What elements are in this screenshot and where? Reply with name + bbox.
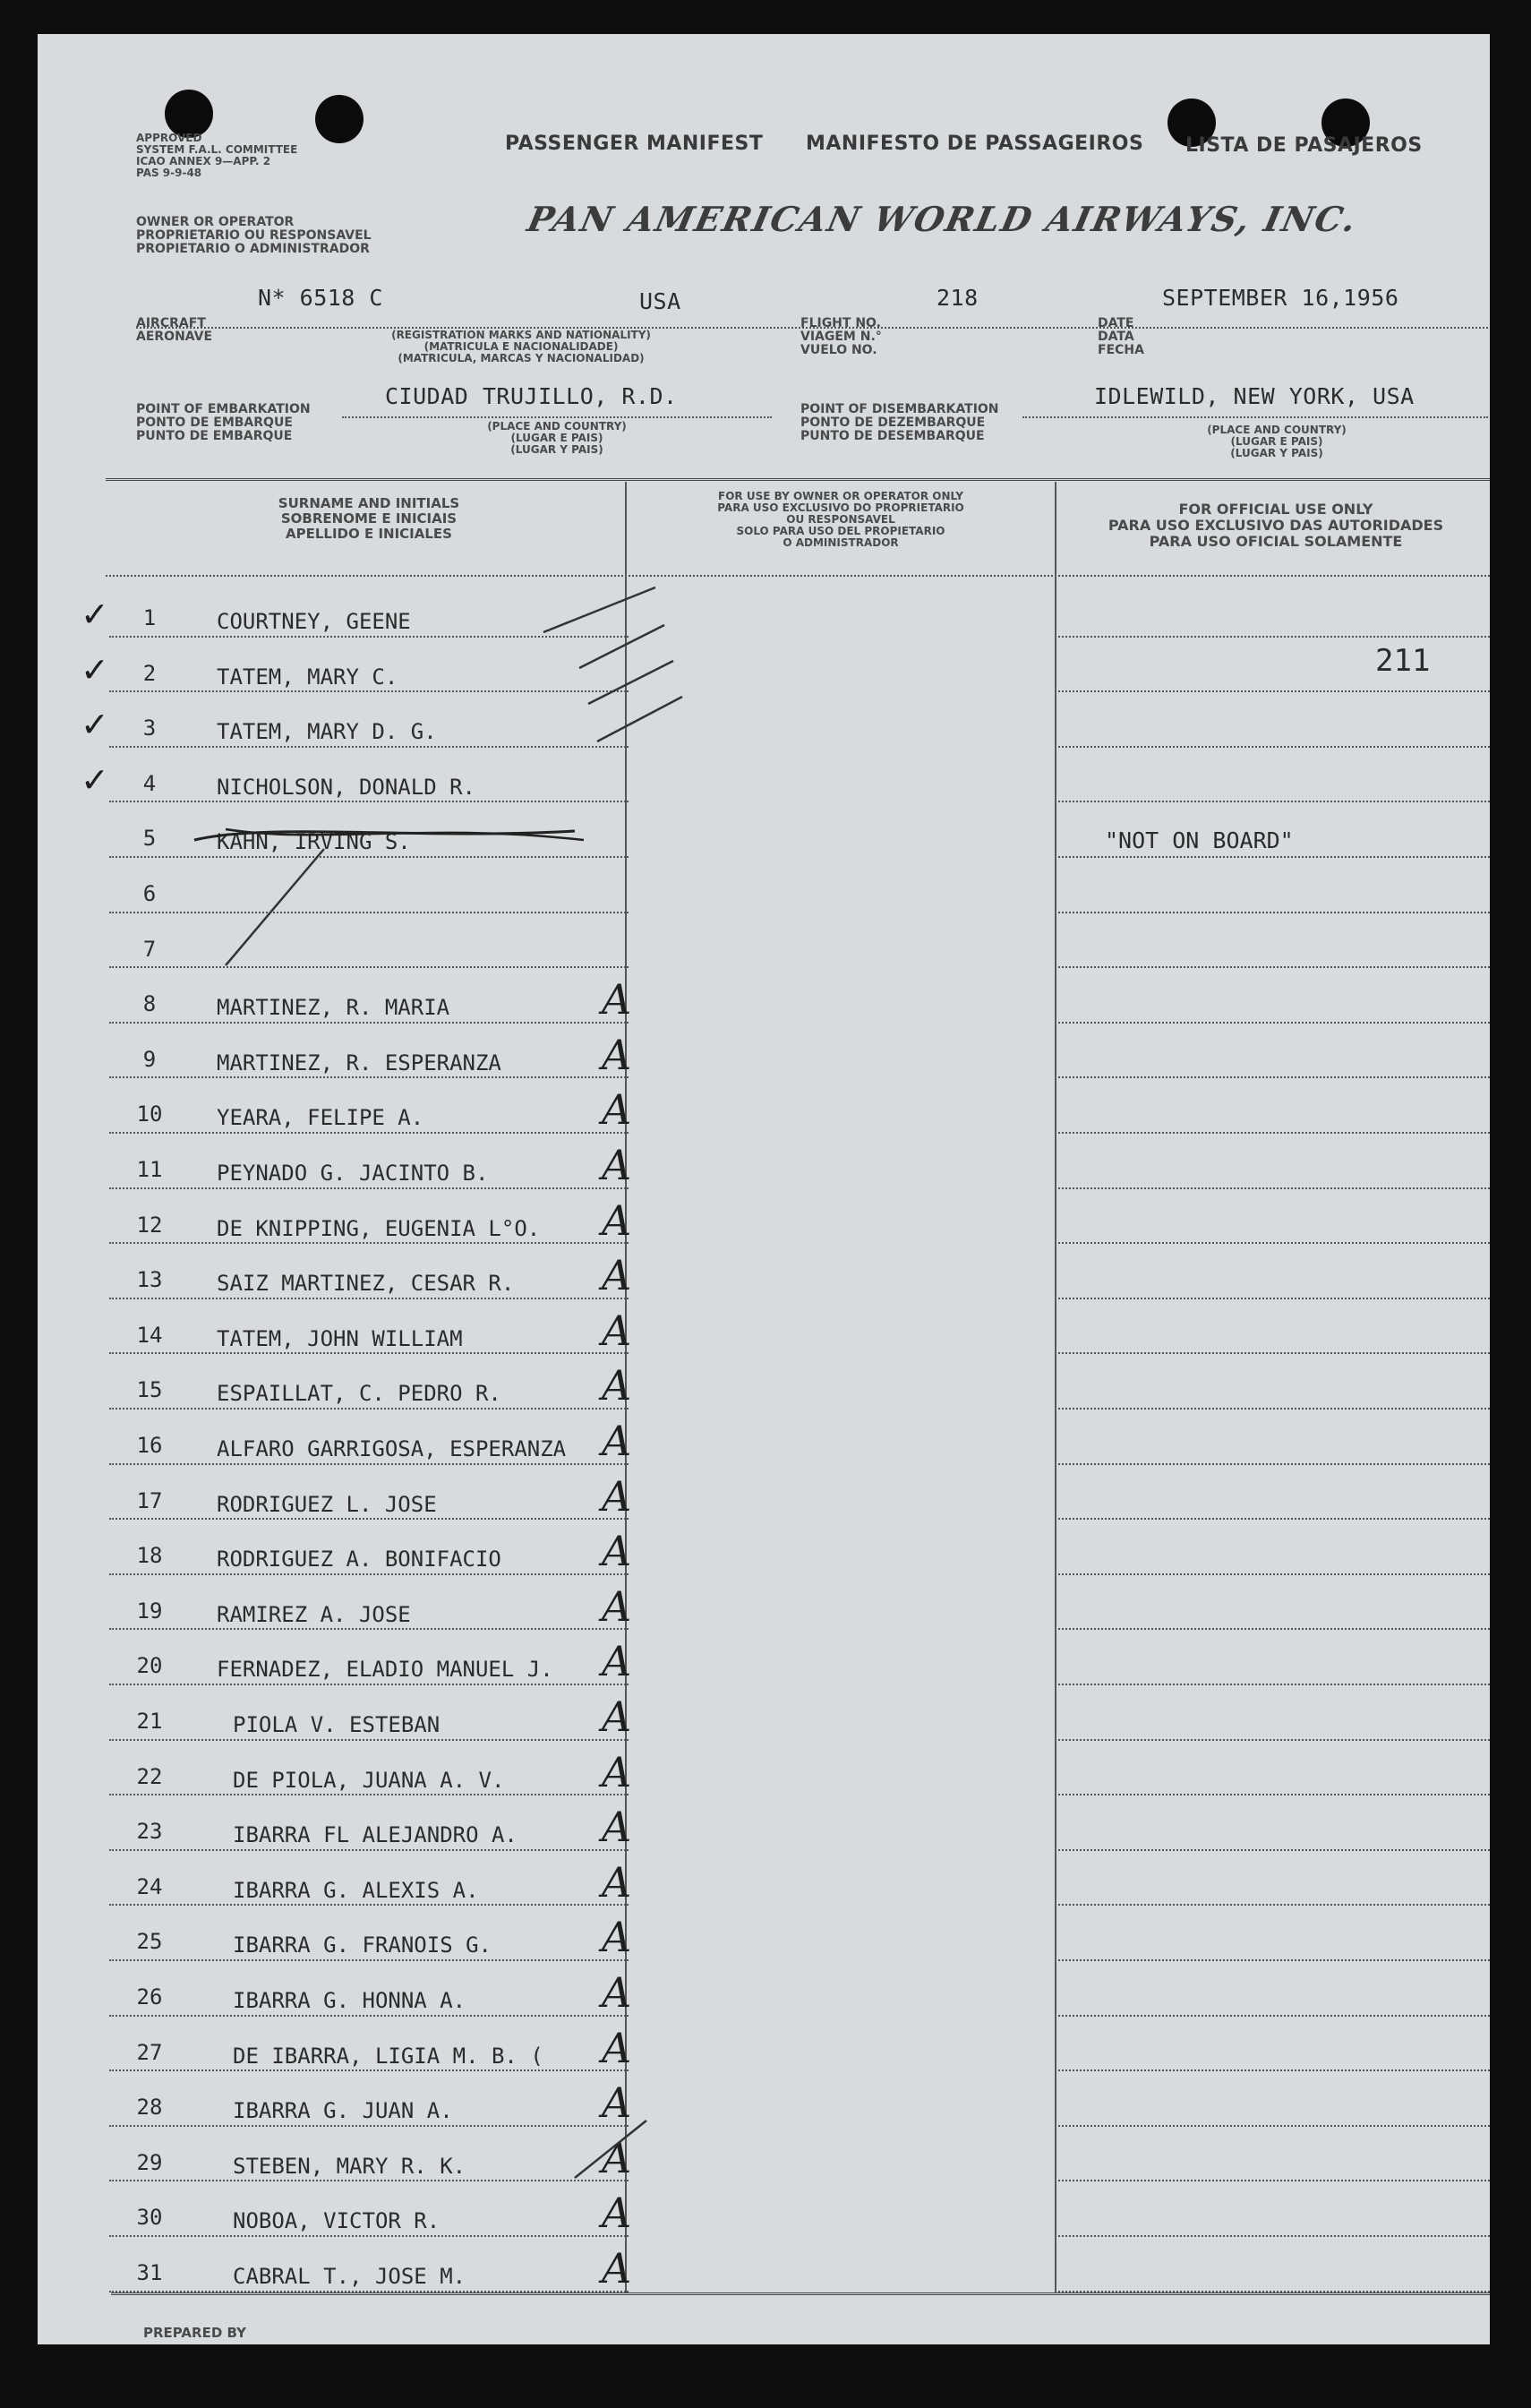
passenger-name: DE IBARRA, LIGIA M. B. ( [233, 2043, 543, 2069]
approval-mark: A [602, 1637, 632, 1686]
stroke [226, 849, 324, 965]
row-number: 1 [142, 605, 157, 630]
row-number: 2 [142, 660, 157, 686]
passenger-name: FERNADEZ, ELADIO MANUEL J. [217, 1657, 553, 1683]
stroke [588, 661, 673, 704]
aircraft-value: N* 6518 C [258, 285, 383, 311]
passenger-name: NICHOLSON, DONALD R. [217, 774, 475, 800]
passenger-name: NOBOA, VICTOR R. [233, 2208, 440, 2234]
row-number: 19 [136, 1598, 163, 1624]
approval-mark: A [602, 1141, 632, 1189]
passenger-name: COURTNEY, GEENE [217, 609, 411, 634]
name-column-header: SURNAME AND INITIALS SOBRENOME E INICIAIS APELLIDO E INICIALES [278, 495, 460, 542]
registration-label: (REGISTRATION MARKS AND NATIONALITY) (MATRICULA E NACIONALIDADE) (MATRICULA, MARCAS Y NACIONALIDAD) [391, 329, 651, 364]
approval-mark: A [602, 1692, 632, 1741]
passenger-name: CABRAL T., JOSE M. [233, 2264, 466, 2289]
checkmark-icon: ✓ [81, 649, 109, 690]
approval-mark: A [602, 975, 632, 1024]
manifest-page [38, 34, 1490, 2344]
row-number: 6 [142, 881, 157, 906]
passenger-name: PEYNADO G. JACINTO B. [217, 1161, 489, 1186]
passenger-name: IBARRA G. ALEXIS A. [233, 1877, 479, 1903]
passenger-name: MARTINEZ, R. ESPERANZA [217, 1050, 501, 1075]
flight-number-value: 218 [937, 285, 979, 311]
title-english: PASSENGER MANIFEST [505, 133, 764, 155]
passenger-name: PIOLA V. ESTEBAN [233, 1712, 440, 1737]
row-number: 23 [136, 1819, 163, 1845]
passenger-name: RODRIGUEZ L. JOSE [217, 1491, 437, 1517]
date-value: SEPTEMBER 16,1956 [1162, 285, 1399, 311]
row-number: 12 [136, 1212, 163, 1238]
checkmark-icon: ✓ [81, 595, 109, 634]
stroke [543, 587, 655, 632]
row-number: 18 [136, 1543, 163, 1569]
nationality-value: USA [639, 288, 681, 314]
disembarkation-label: POINT OF DISEMBARKATION PONTO DE DEZEMBARQUE PUNTO DE DESEMBARQUE [800, 402, 999, 443]
embarkation-label: POINT OF EMBARKATION PONTO DE EMBARQUE PUNTO DE EMBARQUE [136, 402, 311, 443]
disembark-place-label: (PLACE AND COUNTRY) (LUGAR E PAIS) (LUGAR Y PAIS) [1207, 424, 1347, 459]
passenger-name: IBARRA FL ALEJANDRO A. [233, 1822, 517, 1848]
row-number: 26 [136, 1984, 163, 2010]
approval-mark: A [602, 1306, 632, 1355]
approval-block: APPROVED SYSTEM F.A.L. COMMITTEE ICAO ANNEX 9—APP. 2 PAS 9-9-48 [136, 132, 298, 179]
approval-mark: A [602, 1251, 632, 1300]
owner-label: OWNER OR OPERATOR PROPRIETARIO OU RESPONSAVEL PROPIETARIO O ADMINISTRADOR [136, 215, 372, 256]
row-number: 9 [142, 1046, 157, 1072]
disembarkation-value: IDLEWILD, NEW YORK, USA [1094, 383, 1415, 409]
row-number: 27 [136, 2039, 163, 2065]
approval-mark: A [602, 1913, 632, 1962]
passenger-name: STEBEN, MARY R. K. [233, 2153, 466, 2179]
approval-mark: A [602, 1471, 632, 1521]
approval-mark: A [602, 1581, 632, 1631]
date-label: DATE DATA FECHA [1098, 316, 1144, 357]
passenger-name: SAIZ MARTINEZ, CESAR R. [217, 1271, 515, 1297]
passenger-name: IBARRA G. JUAN A. [233, 2098, 453, 2124]
checkmark-icon: ✓ [81, 705, 109, 745]
embark-place-label: (PLACE AND COUNTRY) (LUGAR E PAIS) (LUGAR Y PAIS) [487, 420, 627, 456]
approval-mark: A [602, 1361, 632, 1410]
owner-column-header: FOR USE BY OWNER OR OPERATOR ONLY PARA USO EXCLUSIVO DO PROPRIETARIO OU RESPONSAVEL SOLO PARA USO DEL PROPIETARIO O ADMINISTRADOR [717, 490, 964, 549]
row-number: 25 [136, 1929, 163, 1955]
row-number: 13 [136, 1267, 163, 1293]
approval-mark: A [602, 1857, 632, 1907]
embarkation-value: CIUDAD TRUJILLO, R.D. [385, 383, 678, 409]
checkmark-icon: ✓ [81, 759, 109, 800]
row-number: 14 [136, 1322, 163, 1348]
official-note: "NOT ON BOARD" [1105, 827, 1294, 854]
row-number: 3 [142, 716, 157, 741]
row-number: 10 [136, 1101, 163, 1127]
stroke [575, 2121, 646, 2182]
approval-mark: A [602, 1527, 632, 1576]
passenger-name: YEARA, FELIPE A. [217, 1105, 424, 1131]
row-number: 22 [136, 1763, 163, 1789]
passenger-name: KAHN, IRVING S. [217, 829, 411, 855]
row-number: 11 [136, 1157, 163, 1182]
approval-mark: A [602, 1417, 632, 1465]
approval-mark: A [602, 1195, 632, 1245]
passenger-name: RAMIREZ A. JOSE [217, 1601, 411, 1627]
row-number: 29 [136, 2149, 163, 2175]
row-number: 7 [142, 936, 157, 962]
prepared-by-label: PREPARED BY [143, 2325, 246, 2341]
aircraft-label: AIRCRAFT AERONAVE [136, 316, 213, 344]
row-number: 4 [142, 770, 157, 796]
passenger-name: IBARRA G. FRANOIS G. [233, 1932, 492, 1958]
row-number: 15 [136, 1377, 163, 1403]
flight-label: FLIGHT NO. VIAGEM N.° VUELO NO. [800, 316, 882, 357]
approval-mark: A [602, 2078, 632, 2128]
row-number: 24 [136, 1873, 163, 1899]
official-note-211: 211 [1375, 643, 1431, 679]
row-number: 8 [142, 991, 157, 1017]
row-number: 21 [136, 1709, 163, 1734]
passenger-name: ALFARO GARRIGOSA, ESPERANZA [217, 1436, 567, 1461]
title-spanish: LISTA DE PASAJEROS [1185, 134, 1423, 157]
approval-mark: A [602, 1968, 632, 2017]
row-number: 28 [136, 2095, 163, 2121]
approval-mark: A [602, 1085, 632, 1135]
title-portuguese: MANIFESTO DE PASSAGEIROS [806, 133, 1144, 155]
table-bottom-rule [111, 2292, 1490, 2295]
approval-mark: A [602, 2244, 632, 2292]
passenger-name: TATEM, MARY D. G. [217, 719, 437, 745]
handwritten-strokes [38, 34, 1490, 2344]
approval-mark: A [602, 1803, 632, 1852]
approval-mark: A [602, 1747, 632, 1796]
official-column-header: FOR OFFICIAL USE ONLY PARA USO EXCLUSIVO DAS AUTORIDADES PARA USO OFICIAL SOLAMENTE [1108, 501, 1444, 550]
passenger-name: DE KNIPPING, EUGENIA L°O. [217, 1215, 541, 1241]
passenger-name: TATEM, JOHN WILLIAM [217, 1325, 463, 1351]
company-name: PAN AMERICAN WORLD AIRWAYS, INC. [524, 199, 1362, 239]
passenger-name: ESPAILLAT, C. PEDRO R. [217, 1381, 501, 1407]
stroke [579, 625, 664, 668]
passenger-name: IBARRA G. HONNA A. [233, 1988, 466, 2013]
row-number: 5 [142, 826, 157, 852]
passenger-name: RODRIGUEZ A. BONIFACIO [217, 1547, 501, 1572]
approval-mark: A [602, 2023, 632, 2072]
row-number: 30 [136, 2205, 163, 2231]
passenger-name: MARTINEZ, R. MARIA [217, 995, 450, 1021]
approval-mark: A [602, 2189, 632, 2238]
row-number: 31 [136, 2260, 163, 2285]
row-number: 17 [136, 1487, 163, 1513]
stroke [597, 697, 682, 741]
row-number: 16 [136, 1433, 163, 1458]
passenger-name: TATEM, MARY C. [217, 664, 398, 690]
approval-mark: A [602, 2133, 632, 2182]
passenger-name: DE PIOLA, JUANA A. V. [233, 1767, 505, 1793]
approval-mark: A [602, 1030, 632, 1079]
row-number: 20 [136, 1653, 163, 1679]
